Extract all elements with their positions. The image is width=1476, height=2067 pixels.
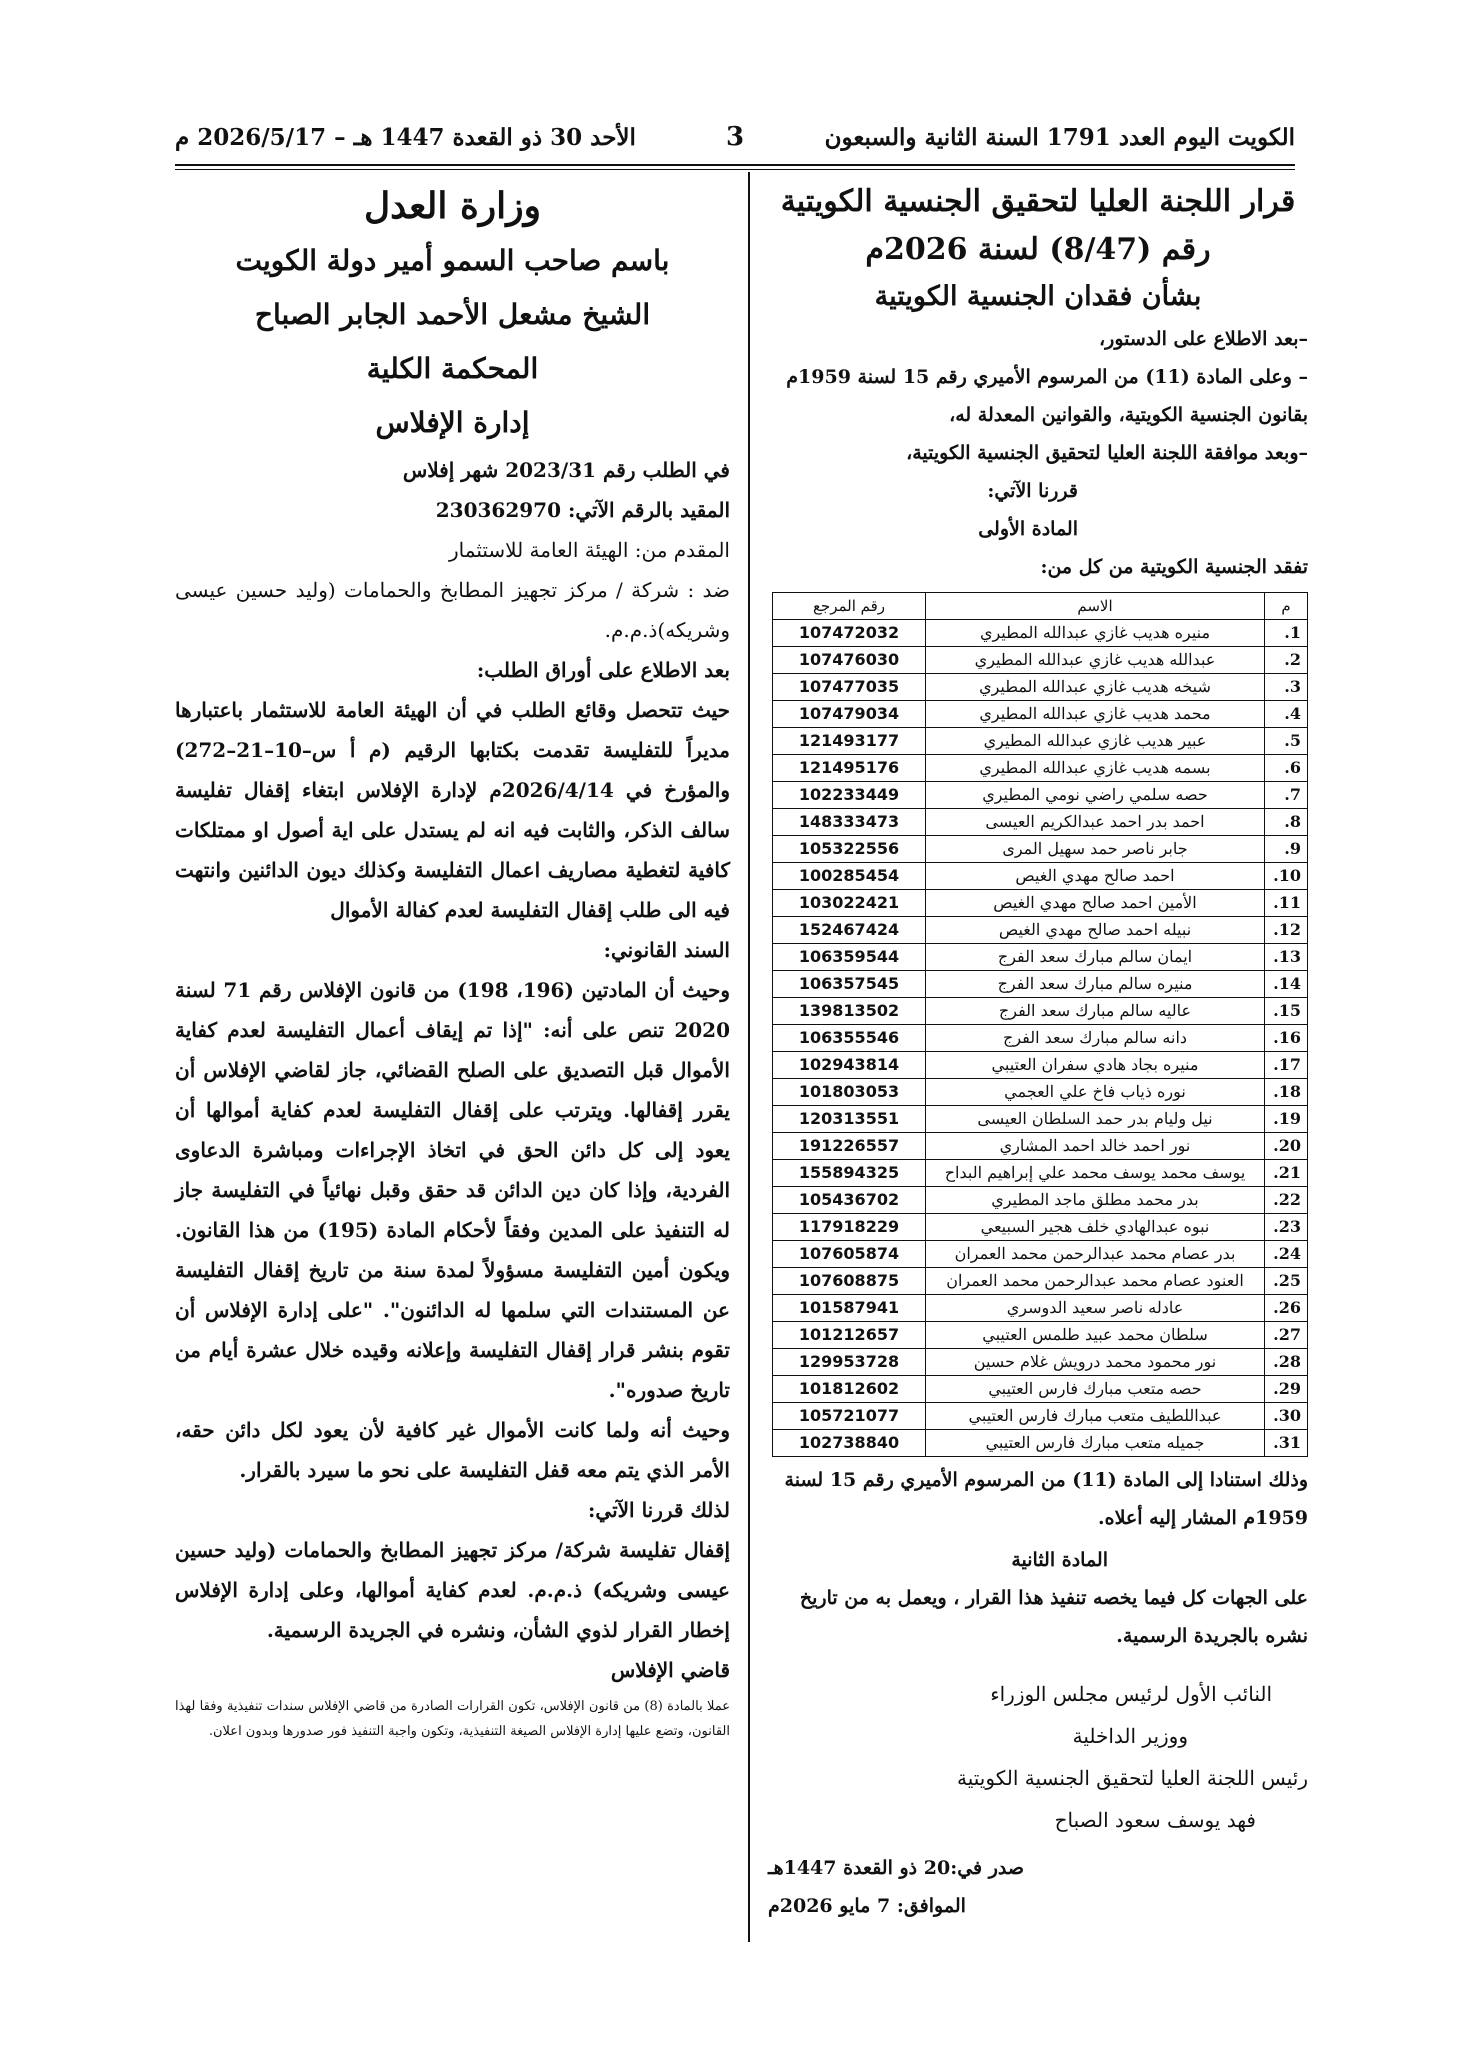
table-row <box>773 917 1308 944</box>
names-table <box>772 592 1308 1457</box>
preamble-line: –بعد الاطلاع على الدستور، <box>1099 328 1308 350</box>
decided-label: قررنا الآتي: <box>987 480 1078 502</box>
issued-hijri: صدر في:20 ذو القعدة 1447هـ <box>768 1857 1025 1879</box>
row-reference: 105322556 <box>773 836 926 863</box>
row-name: ايمان سالم مبارك سعد الفرج <box>926 944 1265 971</box>
row-reference: 106359544 <box>773 944 926 971</box>
department-name: إدارة الإفلاس <box>375 406 530 439</box>
table-row <box>773 674 1308 701</box>
row-reference: 155894325 <box>773 1160 926 1187</box>
table-row <box>773 1025 1308 1052</box>
row-name: جابر ناصر حمد سهيل المرى <box>926 836 1265 863</box>
decision-title: قرار اللجنة العليا لتحقيق الجنسية الكويتية <box>780 184 1296 219</box>
court-name: المحكمة الكلية <box>366 352 539 385</box>
table-row <box>773 1160 1308 1187</box>
row-reference: 139813502 <box>773 998 926 1025</box>
nationality-decision <box>768 178 1308 1925</box>
table-row <box>773 1133 1308 1160</box>
registration-number: المقيد بالرقم الآتي: 230362970 <box>435 498 730 522</box>
table-row <box>773 998 1308 1025</box>
row-number: 8. <box>1265 809 1308 836</box>
ruling-paragraph: إقفال تفليسة شركة/ مركز تجهيز المطابخ والحمامات (وليد حسين عيسى وشريكه) ذ.م.م. لعدم كفاية أموالها، وعلى إدارة الإفلاس إخطار القرار لذوي الشأن، ونشره في الجريدة الرسمية. <box>175 1538 730 1642</box>
row-name: عاليه سالم مبارك سعد الفرج <box>926 998 1265 1025</box>
issue-date: الأحد 30 ذو القعدة 1447 هـ – 2026/5/17 م <box>175 124 636 151</box>
table-row <box>773 728 1308 755</box>
article-2-text: نشره بالجريدة الرسمية. <box>1116 1625 1308 1647</box>
row-name: يوسف محمد يوسف محمد علي إبراهيم البداح <box>926 1160 1265 1187</box>
row-number: 23. <box>1265 1214 1308 1241</box>
table-row <box>773 620 1308 647</box>
row-reference: 107605874 <box>773 1241 926 1268</box>
signature-title: النائب الأول لرئيس مجلس الوزراء <box>990 1682 1272 1706</box>
table-row <box>773 944 1308 971</box>
row-reference: 101812602 <box>773 1376 926 1403</box>
row-number: 4. <box>1265 701 1308 728</box>
loses-intro: تفقد الجنسية الكويتية من كل من: <box>1040 556 1308 578</box>
table-row <box>773 1349 1308 1376</box>
after-table-line: وذلك استنادا إلى المادة (11) من المرسوم الأميري رقم 15 لسنة <box>784 1469 1308 1491</box>
row-number: 1. <box>1265 620 1308 647</box>
decision-number: رقم (8/47) لسنة 2026م <box>865 232 1211 267</box>
row-number: 29. <box>1265 1376 1308 1403</box>
table-row <box>773 1106 1308 1133</box>
table-row <box>773 1322 1308 1349</box>
row-number: 30. <box>1265 1403 1308 1430</box>
row-number: 26. <box>1265 1295 1308 1322</box>
article-2-text: على الجهات كل فيما يخصه تنفيذ هذا القرار ، ويعمل به من تاريخ <box>799 1587 1308 1609</box>
signature-title: ووزير الداخلية <box>1072 1724 1188 1748</box>
signature-block <box>768 1673 1308 1841</box>
table-row <box>773 1403 1308 1430</box>
law-text: وحيث أن المادتين (196، 198) من قانون الإفلاس رقم 71 لسنة 2020 تنص على أنه: "إذا تم إيقاف أعمال التفليسة لعدم كفاية الأموال قبل التصديق على الصلح القضائي، جاز لقاضي الإفلاس أن يقرر إقفالها. ويترتب على إقفال التفليسة لعدم كفاية أموالها أن يعود إلى كل دائن الحق في اتخاذ الإجراءات ومباشرة الدعاوى الفردية، وإذا كان دين الدائن قد حقق وقبل نهائياً في التفليسة جاز له التنفيذ على المدين وفقاً لأحكام المادة (195) من هذا القانون. ويكون أمين التفليسة مسؤولاً لمدة سنة من تاريخ إقفال التفليسة عن المستندات التي سلمها له الدائنون". "على إدارة الإفلاس أن تقوم بنشر قرار إقفال التفليسة وإعلانه وقيده خلال عشرة أيام من تاريخ صدوره". <box>175 978 730 1402</box>
header-rule-thin <box>175 169 1295 170</box>
row-name: بسمه هديب غازي عبدالله المطيري <box>926 755 1265 782</box>
row-reference: 191226557 <box>773 1133 926 1160</box>
row-number: 28. <box>1265 1349 1308 1376</box>
therefore-heading: لذلك قررنا الآتي: <box>588 1498 730 1522</box>
row-reference: 102943814 <box>773 1052 926 1079</box>
row-name: منيره سالم مبارك سعد الفرج <box>926 971 1265 998</box>
row-name: بدر عصام محمد عبدالرحمن محمد العمران <box>926 1241 1265 1268</box>
whereas-paragraph: وحيث أنه ولما كانت الأموال غير كافية لأن يعود لكل دائن حقه، الأمر الذي يتم معه قفل التفليسة على نحو ما سيرد بالقرار. <box>175 1418 730 1482</box>
row-number: 12. <box>1265 917 1308 944</box>
row-reference: 106357545 <box>773 971 926 998</box>
row-name: الأمين احمد صالح مهدي الغيص <box>926 890 1265 917</box>
row-reference: 107477035 <box>773 674 926 701</box>
row-number: 10. <box>1265 863 1308 890</box>
table-row <box>773 647 1308 674</box>
table-row <box>773 809 1308 836</box>
row-number: 3. <box>1265 674 1308 701</box>
row-name: نور محمود محمد درويش غلام حسين <box>926 1349 1265 1376</box>
row-name: نبيله احمد صالح مهدي الغيص <box>926 917 1265 944</box>
row-number: 21. <box>1265 1160 1308 1187</box>
table-row <box>773 1295 1308 1322</box>
row-reference: 105436702 <box>773 1187 926 1214</box>
row-reference: 121493177 <box>773 728 926 755</box>
table-row <box>773 836 1308 863</box>
decision-subject: بشأن فقدان الجنسية الكويتية <box>874 281 1202 312</box>
row-name: عبدالله هديب غازي عبدالله المطيري <box>926 647 1265 674</box>
row-reference: 101587941 <box>773 1295 926 1322</box>
row-name: محمد هديب غازي عبدالله المطيري <box>926 701 1265 728</box>
issue-info: الكويت اليوم العدد 1791 السنة الثانية والسبعون <box>824 124 1295 151</box>
row-reference: 102233449 <box>773 782 926 809</box>
row-name: نوره ذياب فاخ علي العجمي <box>926 1079 1265 1106</box>
row-reference: 148333473 <box>773 809 926 836</box>
table-row <box>773 1376 1308 1403</box>
row-reference: 102738840 <box>773 1430 926 1457</box>
row-name: سلطان محمد عبيد طلمس العتيبي <box>926 1322 1265 1349</box>
row-reference: 121495176 <box>773 755 926 782</box>
table-row <box>773 890 1308 917</box>
request-number: في الطلب رقم 2023/31 شهر إفلاس <box>402 458 730 482</box>
row-number: 15. <box>1265 998 1308 1025</box>
table-row <box>773 701 1308 728</box>
header-num: م <box>1265 593 1308 620</box>
signatory-name: فهد يوسف سعود الصباح <box>1054 1808 1256 1832</box>
row-number: 22. <box>1265 1187 1308 1214</box>
row-number: 17. <box>1265 1052 1308 1079</box>
row-reference: 152467424 <box>773 917 926 944</box>
column-divider <box>748 172 750 1942</box>
row-number: 27. <box>1265 1322 1308 1349</box>
header-rule <box>175 164 1295 166</box>
row-number: 24. <box>1265 1241 1308 1268</box>
row-name: العنود عصام محمد عبدالرحمن محمد العمران <box>926 1268 1265 1295</box>
row-reference: 107476030 <box>773 647 926 674</box>
row-number: 25. <box>1265 1268 1308 1295</box>
row-number: 14. <box>1265 971 1308 998</box>
row-name: عبير هديب غازي عبدالله المطيري <box>926 728 1265 755</box>
signature-title: رئيس اللجنة العليا لتحقيق الجنسية الكويتية <box>957 1766 1308 1790</box>
row-number: 31. <box>1265 1430 1308 1457</box>
row-name: نيل وليام بدر حمد السلطان العيسى <box>926 1106 1265 1133</box>
header-name: الاسم <box>926 593 1265 620</box>
row-number: 11. <box>1265 890 1308 917</box>
row-name: منيره هديب غازي عبدالله المطيري <box>926 620 1265 647</box>
table-row <box>773 755 1308 782</box>
row-reference: 105721077 <box>773 1403 926 1430</box>
preamble-line: – وعلى المادة (11) من المرسوم الأميري رقم 15 لسنة 1959م <box>786 366 1308 388</box>
row-name: نبوه عبدالهادي خلف هجير السبيعي <box>926 1214 1265 1241</box>
row-reference: 100285454 <box>773 863 926 890</box>
row-name: منيره بجاد هادي سفران العتيبي <box>926 1052 1265 1079</box>
row-name: دانه سالم مبارك سعد الفرج <box>926 1025 1265 1052</box>
row-name: نور احمد خالد احمد المشاري <box>926 1133 1265 1160</box>
page-header <box>175 118 1295 162</box>
table-row <box>773 971 1308 998</box>
table-row <box>773 1268 1308 1295</box>
after-table-line: 1959م المشار إليه أعلاه. <box>1098 1507 1308 1529</box>
row-number: 9. <box>1265 836 1308 863</box>
header-ref: رقم المرجع <box>773 593 926 620</box>
row-reference: 106355546 <box>773 1025 926 1052</box>
row-number: 7. <box>1265 782 1308 809</box>
heading-line: باسم صاحب السمو أمير دولة الكويت <box>235 244 670 277</box>
row-number: 6. <box>1265 755 1308 782</box>
row-reference: 107479034 <box>773 701 926 728</box>
row-number: 5. <box>1265 728 1308 755</box>
page-number: 3 <box>725 122 745 152</box>
ministry-title: وزارة العدل <box>364 185 541 227</box>
table-row <box>773 1079 1308 1106</box>
respondent: ضد : شركة / مركز تجهيز المطابخ والحمامات (وليد حسين عيسى وشريكه)ذ.م.م. <box>175 578 730 642</box>
row-number: 16. <box>1265 1025 1308 1052</box>
article-1-heading: المادة الأولى <box>978 518 1078 540</box>
row-reference: 101212657 <box>773 1322 926 1349</box>
row-name: احمد بدر احمد عبدالكريم العيسى <box>926 809 1265 836</box>
table-row <box>773 1241 1308 1268</box>
applicant: المقدم من: الهيئة العامة للاستثمار <box>449 538 730 562</box>
row-name: جميله متعب مبارك فارس العتيبي <box>926 1430 1265 1457</box>
row-name: حصه متعب مبارك فارس العتيبي <box>926 1376 1265 1403</box>
row-reference: 129953728 <box>773 1349 926 1376</box>
row-name: عبداللطيف متعب مبارك فارس العتيبي <box>926 1403 1265 1430</box>
row-reference: 120313551 <box>773 1106 926 1133</box>
row-name: حصه سلمي راضي نومي المطيري <box>926 782 1265 809</box>
table-header-row <box>773 593 1308 620</box>
after-review: بعد الاطلاع على أوراق الطلب: <box>476 658 730 682</box>
row-number: 2. <box>1265 647 1308 674</box>
facts-paragraph: حيث تتحصل وقائع الطلب في أن الهيئة العامة للاستثمار باعتبارها مديراً للتفليسة تقدمت بكتابها الرقيم (م أ س–10–21–272) والمؤرخ في 2026/4/14م لإدارة الإفلاس ابتغاء إقفال تفليسة سالف الذكر، والثابت فيه انه لم يستدل على اية أصول او ممتلكات كافية لتغطية مصاريف اعمال التفليسة وكذلك ديون الدائنين وانتهت فيه الى طلب إقفال التفليسة لعدم كفالة الأموال <box>175 698 730 922</box>
table-row <box>773 1430 1308 1457</box>
row-name: شيخه هديب غازي عبدالله المطيري <box>926 674 1265 701</box>
table-row <box>773 1214 1308 1241</box>
article-2-heading: المادة الثانية <box>1011 1549 1108 1571</box>
legal-basis-heading: السند القانوني: <box>603 938 730 962</box>
table-row <box>773 1052 1308 1079</box>
row-name: بدر محمد مطلق ماجد المطيري <box>926 1187 1265 1214</box>
row-reference: 103022421 <box>773 890 926 917</box>
row-number: 18. <box>1265 1079 1308 1106</box>
issued-gregorian: الموافق: 7 مايو 2026م <box>768 1895 966 1917</box>
row-name: عادله ناصر سعيد الدوسري <box>926 1295 1265 1322</box>
table-row <box>773 1187 1308 1214</box>
footnote: عملا بالمادة (8) من قانون الإفلاس، تكون القرارات الصادرة من قاضي الإفلاس سندات تنفيذية وفقا لهذا القانون، وتضع عليها إدارة الإفلاس الصيغة التنفيذية، وتكون واجبة التنفيذ فور صدورها وبدون اعلان. <box>175 1699 731 1739</box>
row-reference: 101803053 <box>773 1079 926 1106</box>
row-number: 13. <box>1265 944 1308 971</box>
row-number: 20. <box>1265 1133 1308 1160</box>
row-reference: 107608875 <box>773 1268 926 1295</box>
judge-title: قاضي الإفلاس <box>610 1658 730 1682</box>
row-number: 19. <box>1265 1106 1308 1133</box>
preamble-line: بقانون الجنسية الكويتية، والقوانين المعدلة له، <box>949 404 1308 426</box>
table-row <box>773 782 1308 809</box>
bankruptcy-decision <box>175 178 730 1744</box>
table-row <box>773 863 1308 890</box>
row-reference: 107472032 <box>773 620 926 647</box>
issue-dates <box>768 1849 1308 1925</box>
row-reference: 117918229 <box>773 1214 926 1241</box>
heading-line: الشيخ مشعل الأحمد الجابر الصباح <box>254 298 651 331</box>
preamble-line: –وبعد موافقة اللجنة العليا لتحقيق الجنسية الكويتية، <box>906 442 1308 464</box>
row-name: احمد صالح مهدي الغيص <box>926 863 1265 890</box>
